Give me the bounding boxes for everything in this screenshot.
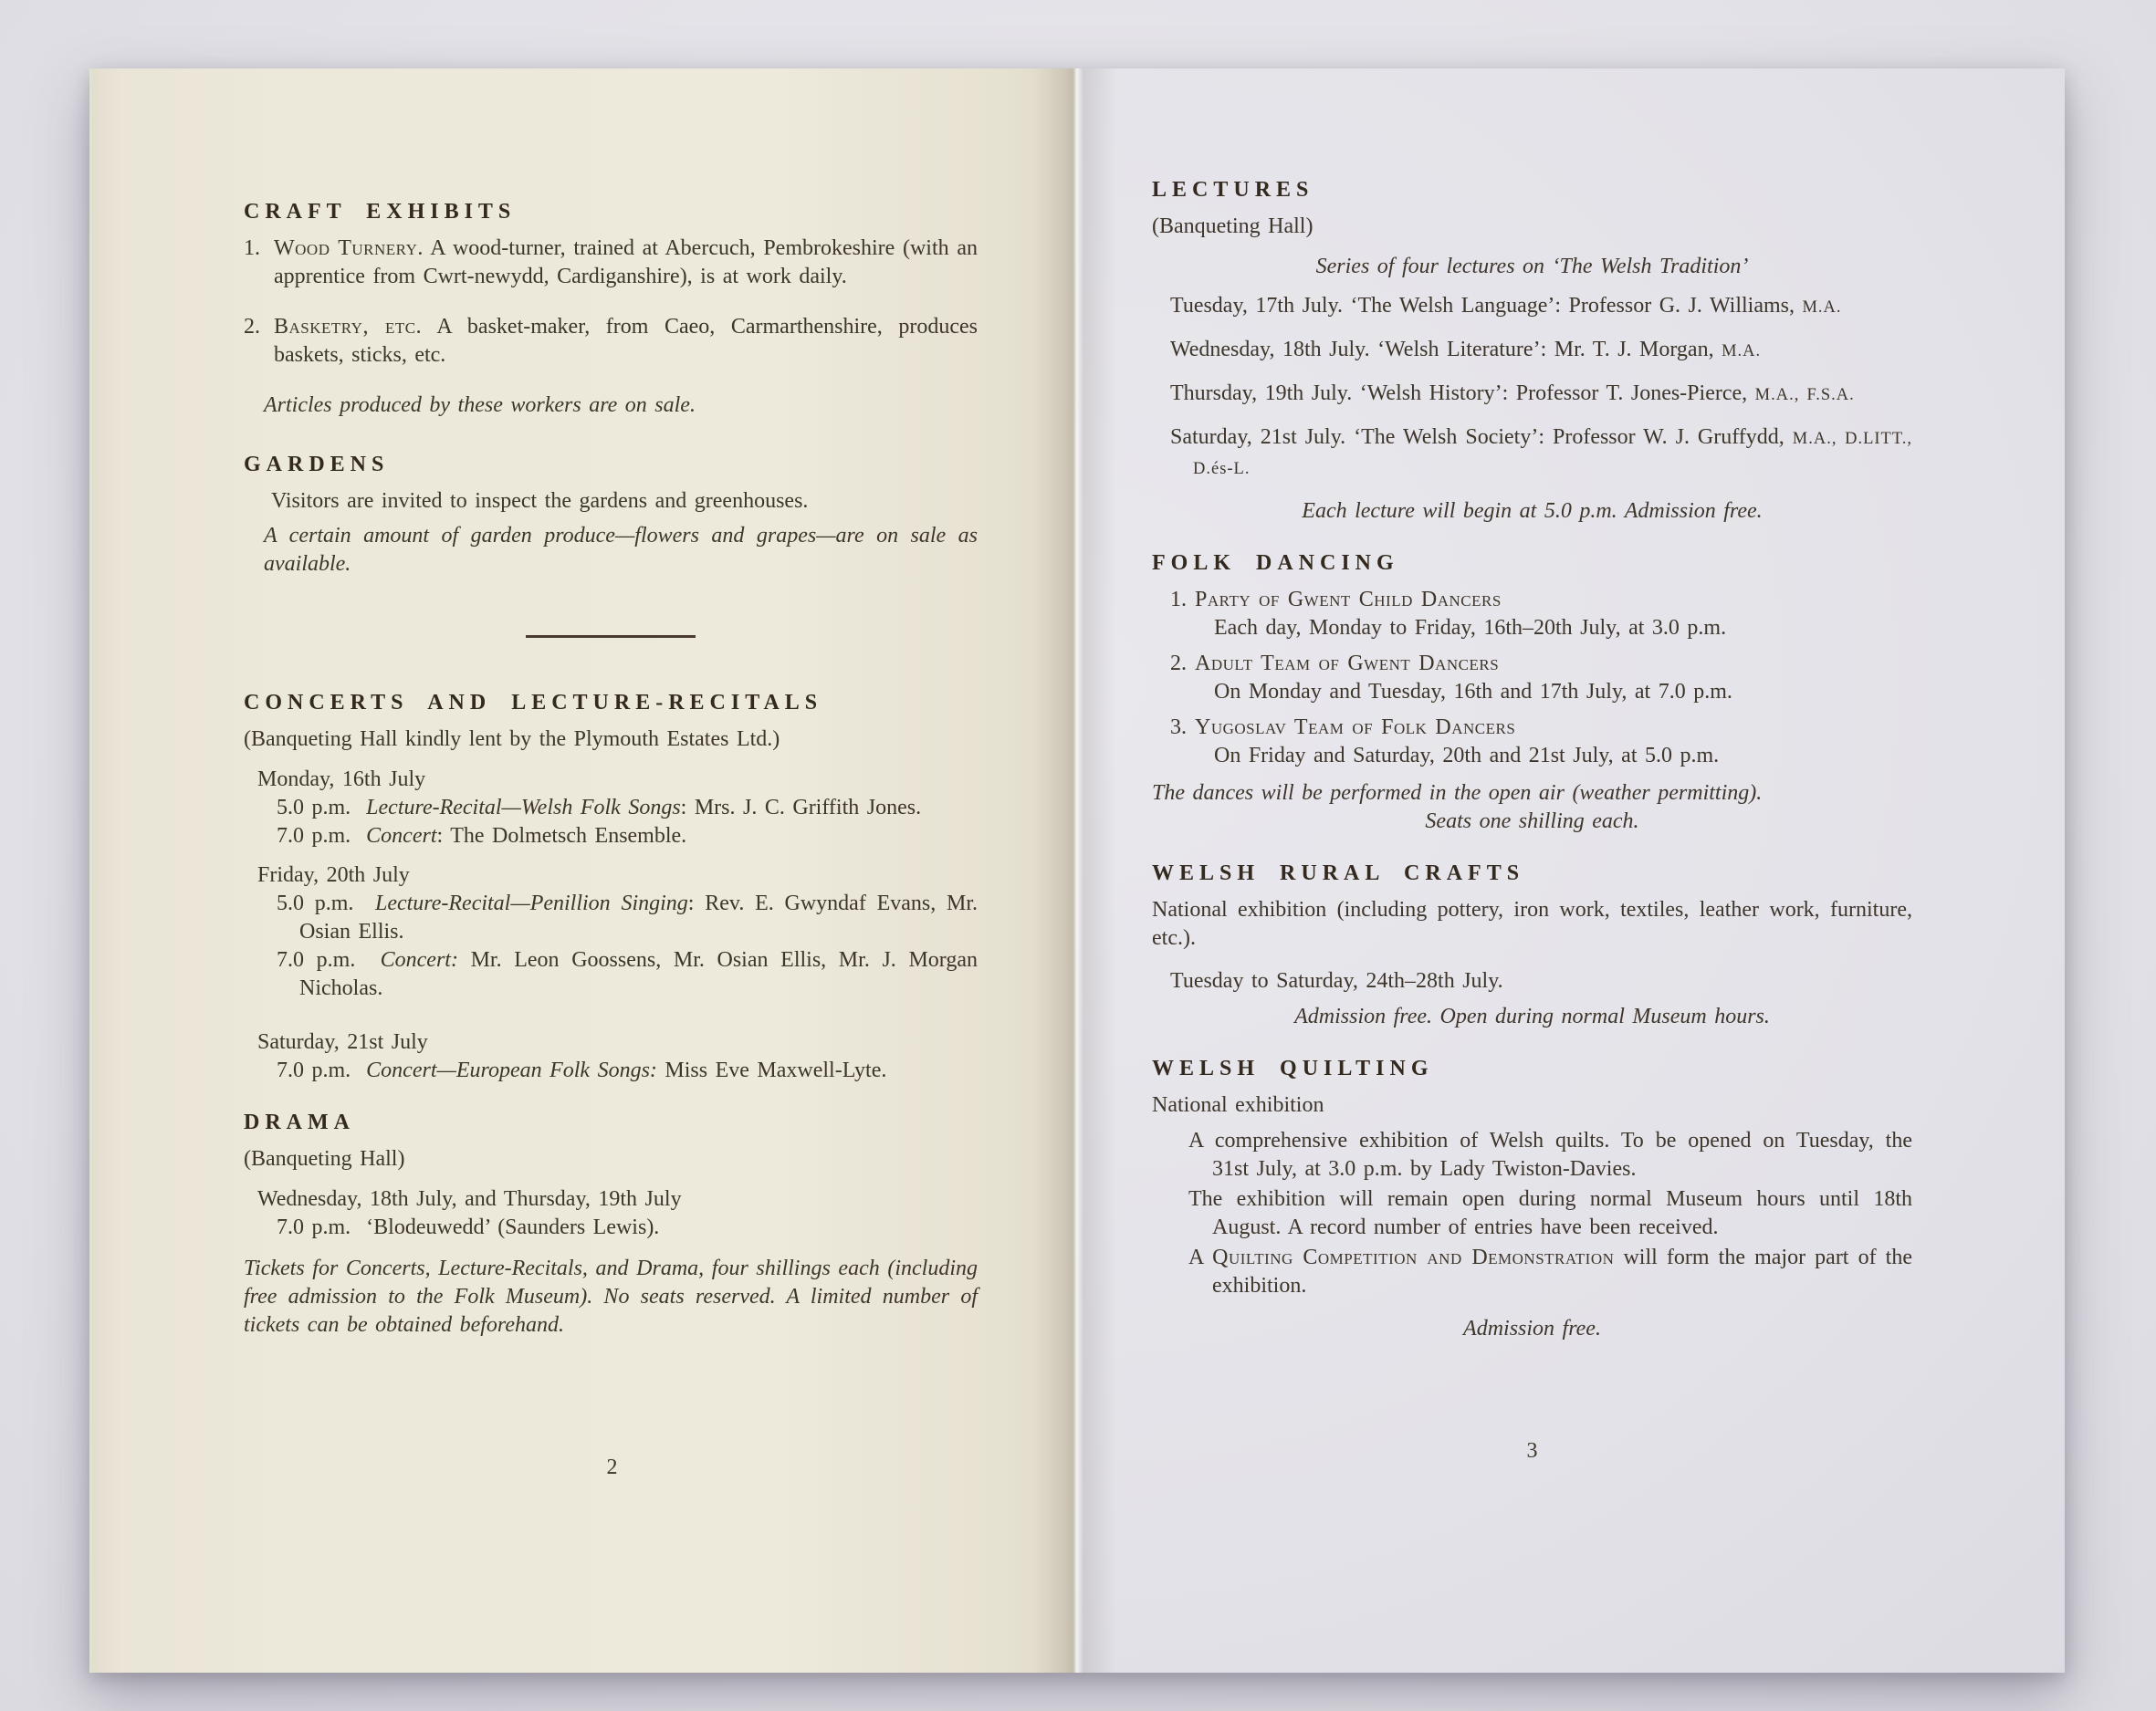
concert-event [244, 794, 978, 822]
folk-item-detail: On Monday and Tuesday, 16th and 17th July, at 7.0 p.m. [1214, 680, 1732, 704]
lecture-item [1152, 292, 1912, 322]
folk-item-number: 3. [1170, 715, 1187, 739]
folk-item-detail: Each day, Monday to Friday, 16th–20th July, at 3.0 p.m. [1214, 616, 1727, 640]
rural-crafts-text: National exhibition (including pottery, iron work, textiles, leather work, furniture, etc.). [1152, 898, 1912, 950]
section-divider-rule [526, 635, 696, 638]
folk-dancing-note-line1: The dances will be performed in the open air (weather permitting). [1152, 781, 1763, 805]
concert-day-monday [244, 766, 978, 850]
lecture-item [1152, 423, 1912, 484]
lecturer-degrees: M.A. [1722, 342, 1762, 360]
section-rural-crafts [1152, 860, 1912, 1031]
craft-item-1 [244, 235, 978, 291]
rural-crafts-note: Admission free. Open during normal Museum hours. [1294, 1005, 1770, 1028]
quilting-p3-smallcaps: Quilting Competition and Demonstration [1212, 1246, 1615, 1269]
gardens-note: A certain amount of garden produce—flowers and grapes—are on sale as available. [264, 524, 978, 576]
gardens-heading: GARDENS [244, 453, 390, 476]
quilting-p3-suffix: will form the major part of the exhibition. [1212, 1246, 1912, 1298]
craft-item-lead: Wood Turnery. [274, 236, 424, 260]
event-title: Concert: [380, 948, 458, 972]
folk-item-name: Yugoslav Team of Folk Dancers [1195, 715, 1516, 739]
section-lectures [1152, 176, 1912, 526]
event-title: Lecture-Recital—Welsh Folk Songs [366, 796, 681, 819]
booklet-page-right [1075, 68, 2065, 1673]
concert-day-saturday [244, 1028, 978, 1085]
lectures-series-note: Series of four lectures on ‘The Welsh Tradition’ [1315, 255, 1749, 278]
folk-item-number: 1. [1170, 588, 1187, 611]
concert-date: Monday, 16th July [257, 767, 426, 791]
lecture-item [1152, 380, 1912, 410]
section-folk-dancing [1152, 549, 1912, 836]
folk-item-name-line [1170, 586, 1912, 614]
event-title: Concert [366, 824, 437, 848]
lecture-text: Saturday, 21st July. ‘The Welsh Society’: Professor W. J. Gruffydd, [1170, 425, 1784, 449]
event-time: 7.0 p.m. [277, 948, 356, 972]
quilting-p3-prefix: A [1188, 1246, 1213, 1269]
lecturer-degrees: M.A. [1802, 298, 1842, 317]
section-gardens [244, 451, 978, 579]
quilting-paragraph-1: A comprehensive exhibition of Welsh quilts. To be opened on Tuesday, the 31st July, at 3.0 p.m. by Lady Twiston-Davies. [1188, 1129, 1912, 1181]
concert-day-friday [244, 861, 978, 1003]
quilting-subheading: National exhibition [1152, 1093, 1324, 1117]
lecture-text: Wednesday, 18th July. ‘Welsh Literature’: Mr. T. J. Morgan, [1170, 338, 1714, 361]
lecture-text: Tuesday, 17th July. ‘The Welsh Language’: Professor G. J. Williams, [1170, 294, 1795, 318]
craft-item-number: 2. [244, 315, 260, 339]
lectures-subheading: (Banqueting Hall) [1152, 214, 1313, 238]
lecture-text: Thursday, 19th July. ‘Welsh History’: Professor T. Jones-Pierce, [1170, 381, 1748, 405]
lecturer-degrees: M.A., F.S.A. [1754, 386, 1855, 404]
section-craft-exhibits [244, 198, 978, 420]
event-detail: Mr. Leon Goossens, Mr. Osian Ellis, Mr. J. Morgan Nicholas. [299, 948, 978, 1000]
section-concerts [244, 689, 978, 1085]
concerts-heading: CONCERTS AND LECTURE-RECITALS [244, 691, 823, 715]
drama-subheading: (Banqueting Hall) [244, 1147, 405, 1171]
event-detail: : Mrs. J. C. Griffith Jones. [680, 796, 922, 819]
folk-item-detail: On Friday and Saturday, 20th and 21st July, at 5.0 p.m. [1214, 744, 1720, 767]
quilting-paragraph-3 [1152, 1244, 1912, 1300]
drama-date: Wednesday, 18th July, and Thursday, 19th July [257, 1187, 682, 1211]
concerts-subheading: (Banqueting Hall kindly lent by the Plymouth Estates Ltd.) [244, 727, 780, 751]
event-detail: ‘Blodeuwedd’ (Saunders Lewis). [366, 1215, 660, 1239]
page-number: 2 [606, 1455, 618, 1479]
craft-item-number: 1. [244, 236, 260, 260]
folk-item-1 [1170, 586, 1912, 642]
lectures-heading: LECTURES [1152, 178, 1314, 202]
craft-exhibits-heading: CRAFT EXHIBITS [244, 200, 517, 224]
event-time: 5.0 p.m. [277, 796, 351, 819]
quilting-note: Admission free. [1463, 1317, 1601, 1341]
folk-item-name: Party of Gwent Child Dancers [1195, 588, 1502, 611]
quilting-heading: WELSH QUILTING [1152, 1057, 1434, 1080]
drama-heading: DRAMA [244, 1111, 355, 1134]
folk-item-name-line [1170, 650, 1912, 678]
folk-dancing-heading: FOLK DANCING [1152, 551, 1399, 575]
open-booklet [89, 68, 2065, 1673]
event-time: 7.0 p.m. [277, 1215, 351, 1239]
folk-item-2 [1170, 650, 1912, 706]
event-time: 7.0 p.m. [277, 1059, 351, 1082]
tickets-note: Tickets for Concerts, Lecture-Recitals, and Drama, four shillings each (including free admission to the Folk Museum). No seats reserved. A limited number of tickets can be obtained beforehand. [244, 1257, 978, 1337]
event-detail: : The Dolmetsch Ensemble. [436, 824, 687, 848]
event-time: 5.0 p.m. [277, 892, 354, 915]
concert-event [244, 822, 978, 850]
section-drama [244, 1109, 978, 1340]
craft-item-text: A basket-maker, from Caeo, Carmarthenshire, produces baskets, sticks, etc. [274, 315, 978, 367]
craft-exhibits-note: Articles produced by these workers are on sale. [264, 393, 696, 417]
concert-event [244, 890, 978, 946]
gardens-text: Visitors are invited to inspect the gardens and greenhouses. [271, 489, 809, 513]
event-title: Concert—European Folk Songs: [366, 1059, 657, 1082]
event-time: 7.0 p.m. [277, 824, 351, 848]
booklet-page-left [89, 68, 1075, 1673]
event-detail: : Rev. E. Gwyndaf Evans, Mr. Osian Ellis. [299, 892, 978, 944]
lecture-item [1152, 336, 1912, 366]
event-detail: Miss Eve Maxwell-Lyte. [656, 1059, 887, 1082]
folk-item-3 [1170, 714, 1912, 770]
drama-event [244, 1214, 978, 1242]
lectures-note: Each lecture will begin at 5.0 p.m. Admission free. [1302, 499, 1763, 523]
craft-item-text: A wood-turner, trained at Abercuch, Pembrokeshire (with an apprentice from Cwrt-newydd, Cardiganshire), is at work daily. [274, 236, 978, 288]
folk-item-name-line [1170, 714, 1912, 742]
folk-item-number: 2. [1170, 652, 1187, 675]
rural-crafts-dates: Tuesday to Saturday, 24th–28th July. [1170, 969, 1503, 993]
section-quilting [1152, 1055, 1912, 1343]
concert-event [244, 946, 978, 1003]
folk-dancing-note-line2: Seats one shilling each. [1425, 809, 1639, 833]
craft-item-2 [244, 313, 978, 370]
page-number: 3 [1526, 1439, 1538, 1463]
concert-event [244, 1057, 978, 1085]
event-title: Lecture-Recital—Penillion Singing [374, 892, 688, 915]
concert-date: Saturday, 21st July [257, 1030, 428, 1054]
rural-crafts-heading: WELSH RURAL CRAFTS [1152, 861, 1525, 885]
craft-item-lead: Basketry, etc. [274, 315, 423, 339]
quilting-paragraph-2: The exhibition will remain open during normal Museum hours until 18th August. A record number of entries have been received. [1188, 1187, 1912, 1239]
lecturer-degrees: M.A., D.LITT., D.és-L. [1193, 430, 1913, 478]
folk-item-name: Adult Team of Gwent Dancers [1195, 652, 1500, 675]
concert-date: Friday, 20th July [257, 863, 410, 887]
